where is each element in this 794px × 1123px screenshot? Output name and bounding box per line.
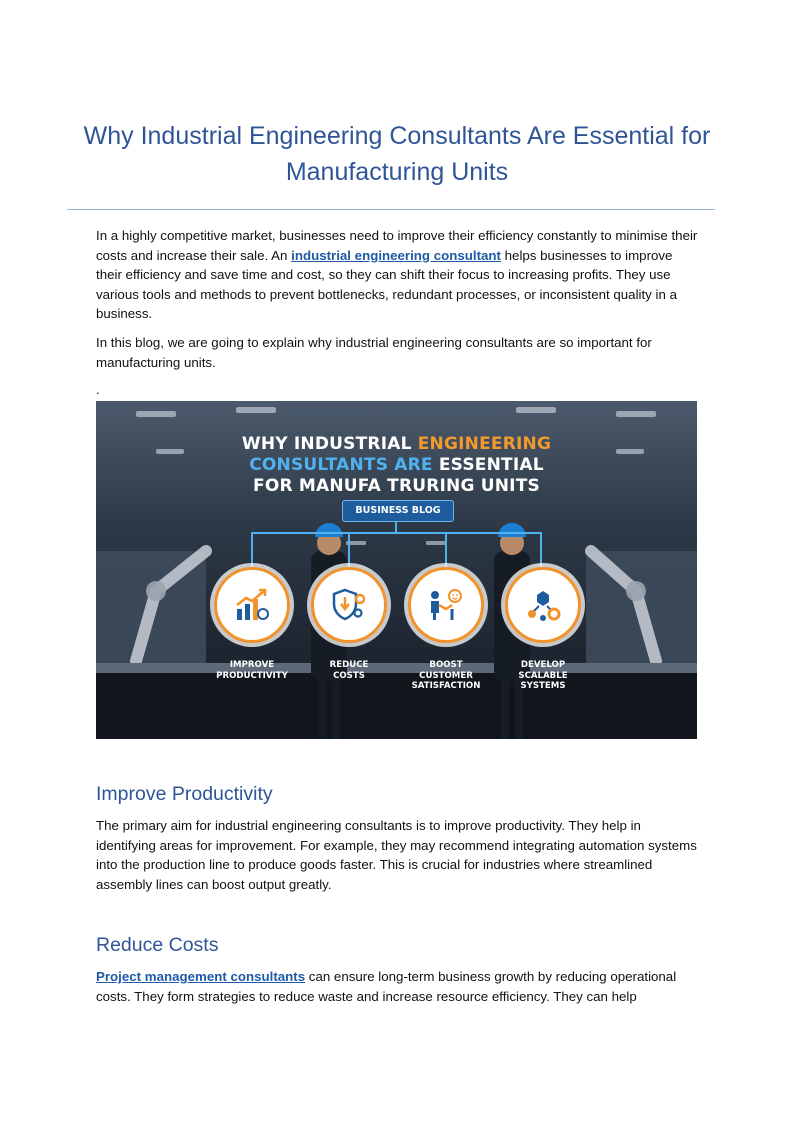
item-label-line: CUSTOMER	[419, 670, 473, 681]
item-label-line: BOOST	[429, 660, 463, 670]
item-label-line: SATISFACTION	[411, 681, 481, 691]
industrial-engineering-consultant-link[interactable]: industrial engineering consultant	[291, 247, 501, 263]
handshake-smiley-icon	[428, 587, 464, 623]
improve-productivity-label	[202, 660, 302, 681]
banner-title-l2-white: ESSENTIAL	[438, 455, 544, 475]
section-heading-reduce-costs: Reduce Costs	[96, 934, 219, 956]
banner-title	[96, 434, 697, 497]
reduce-costs-label	[299, 660, 399, 681]
reduce-costs-text: can ensure long-term business growth by reducing operational costs. They form strategies to reduce waste and increase resource efficiency. They can help	[96, 969, 677, 1004]
intro-paragraph-2: In this blog, we are going to explain why industrial engineering consultants are so important for manufacturing units.	[96, 335, 652, 370]
growth-chart-icon	[234, 587, 270, 623]
cost-shield-gear-icon	[331, 587, 367, 623]
blog-banner-image	[96, 401, 697, 739]
item-label-line: REDUCE	[329, 660, 369, 670]
boost-customer-satisfaction-label	[396, 660, 496, 692]
develop-scalable-systems-label	[493, 660, 593, 692]
page-title-line2: Manufacturing Units	[285, 158, 509, 186]
section-heading-improve-productivity: Improve Productivity	[96, 783, 273, 805]
page-title	[60, 118, 734, 190]
item-label-line: SCALABLE	[518, 670, 568, 681]
reduce-costs-circle	[311, 567, 387, 643]
improve-productivity-circle	[214, 567, 290, 643]
item-label-line: COSTS	[333, 670, 365, 681]
business-blog-badge: BUSINESS BLOG	[342, 500, 454, 522]
intro-paragraph	[96, 226, 700, 324]
project-management-consultants-link[interactable]: Project management consultants	[96, 969, 306, 984]
item-label-line: SYSTEMS	[520, 681, 566, 691]
banner-title-l1-orange: ENGINEERING	[417, 434, 552, 454]
title-divider	[67, 209, 715, 210]
banner-title-l1-white: WHY INDUSTRIAL	[241, 434, 418, 454]
section-body-reduce-costs	[96, 967, 700, 1006]
section-body-improve-productivity: The primary aim for industrial engineering consultants is to improve productivity. They help in identifying areas for improvement. For example, they may recommend integrating automation systems into the production line to produce goods faster. This is crucial for industries where streamlined assembly lines can boost output greatly.	[96, 818, 697, 892]
page-title-line1: Why Industrial Engineering Consultants Are Essential for	[83, 122, 711, 150]
item-label-line: DEVELOP	[520, 660, 566, 670]
develop-scalable-systems-circle	[505, 567, 581, 643]
boost-customer-satisfaction-circle	[408, 567, 484, 643]
network-gear-icon	[525, 587, 561, 623]
banner-title-l3: FOR MANUFA TRURING UNITS	[253, 476, 540, 496]
intro-text-after: helps businesses to improve their efficiency and save time and cost, so they can shift their focus to increasing profits. They use various tools and methods to prevent bottlenecks, redundant processes, or inconsistent quality in a business.	[96, 247, 677, 321]
item-label-line: IMPROVE	[229, 660, 275, 670]
banner-title-l2-blue: CONSULTANTS ARE	[249, 455, 439, 475]
item-label-line: PRODUCTIVITY	[216, 670, 288, 681]
stray-dot: .	[96, 382, 100, 397]
intro-text-before: In a highly competitive market, businesses need to improve their efficiency constantly to minimise their costs and increase their sale. An	[96, 228, 698, 263]
